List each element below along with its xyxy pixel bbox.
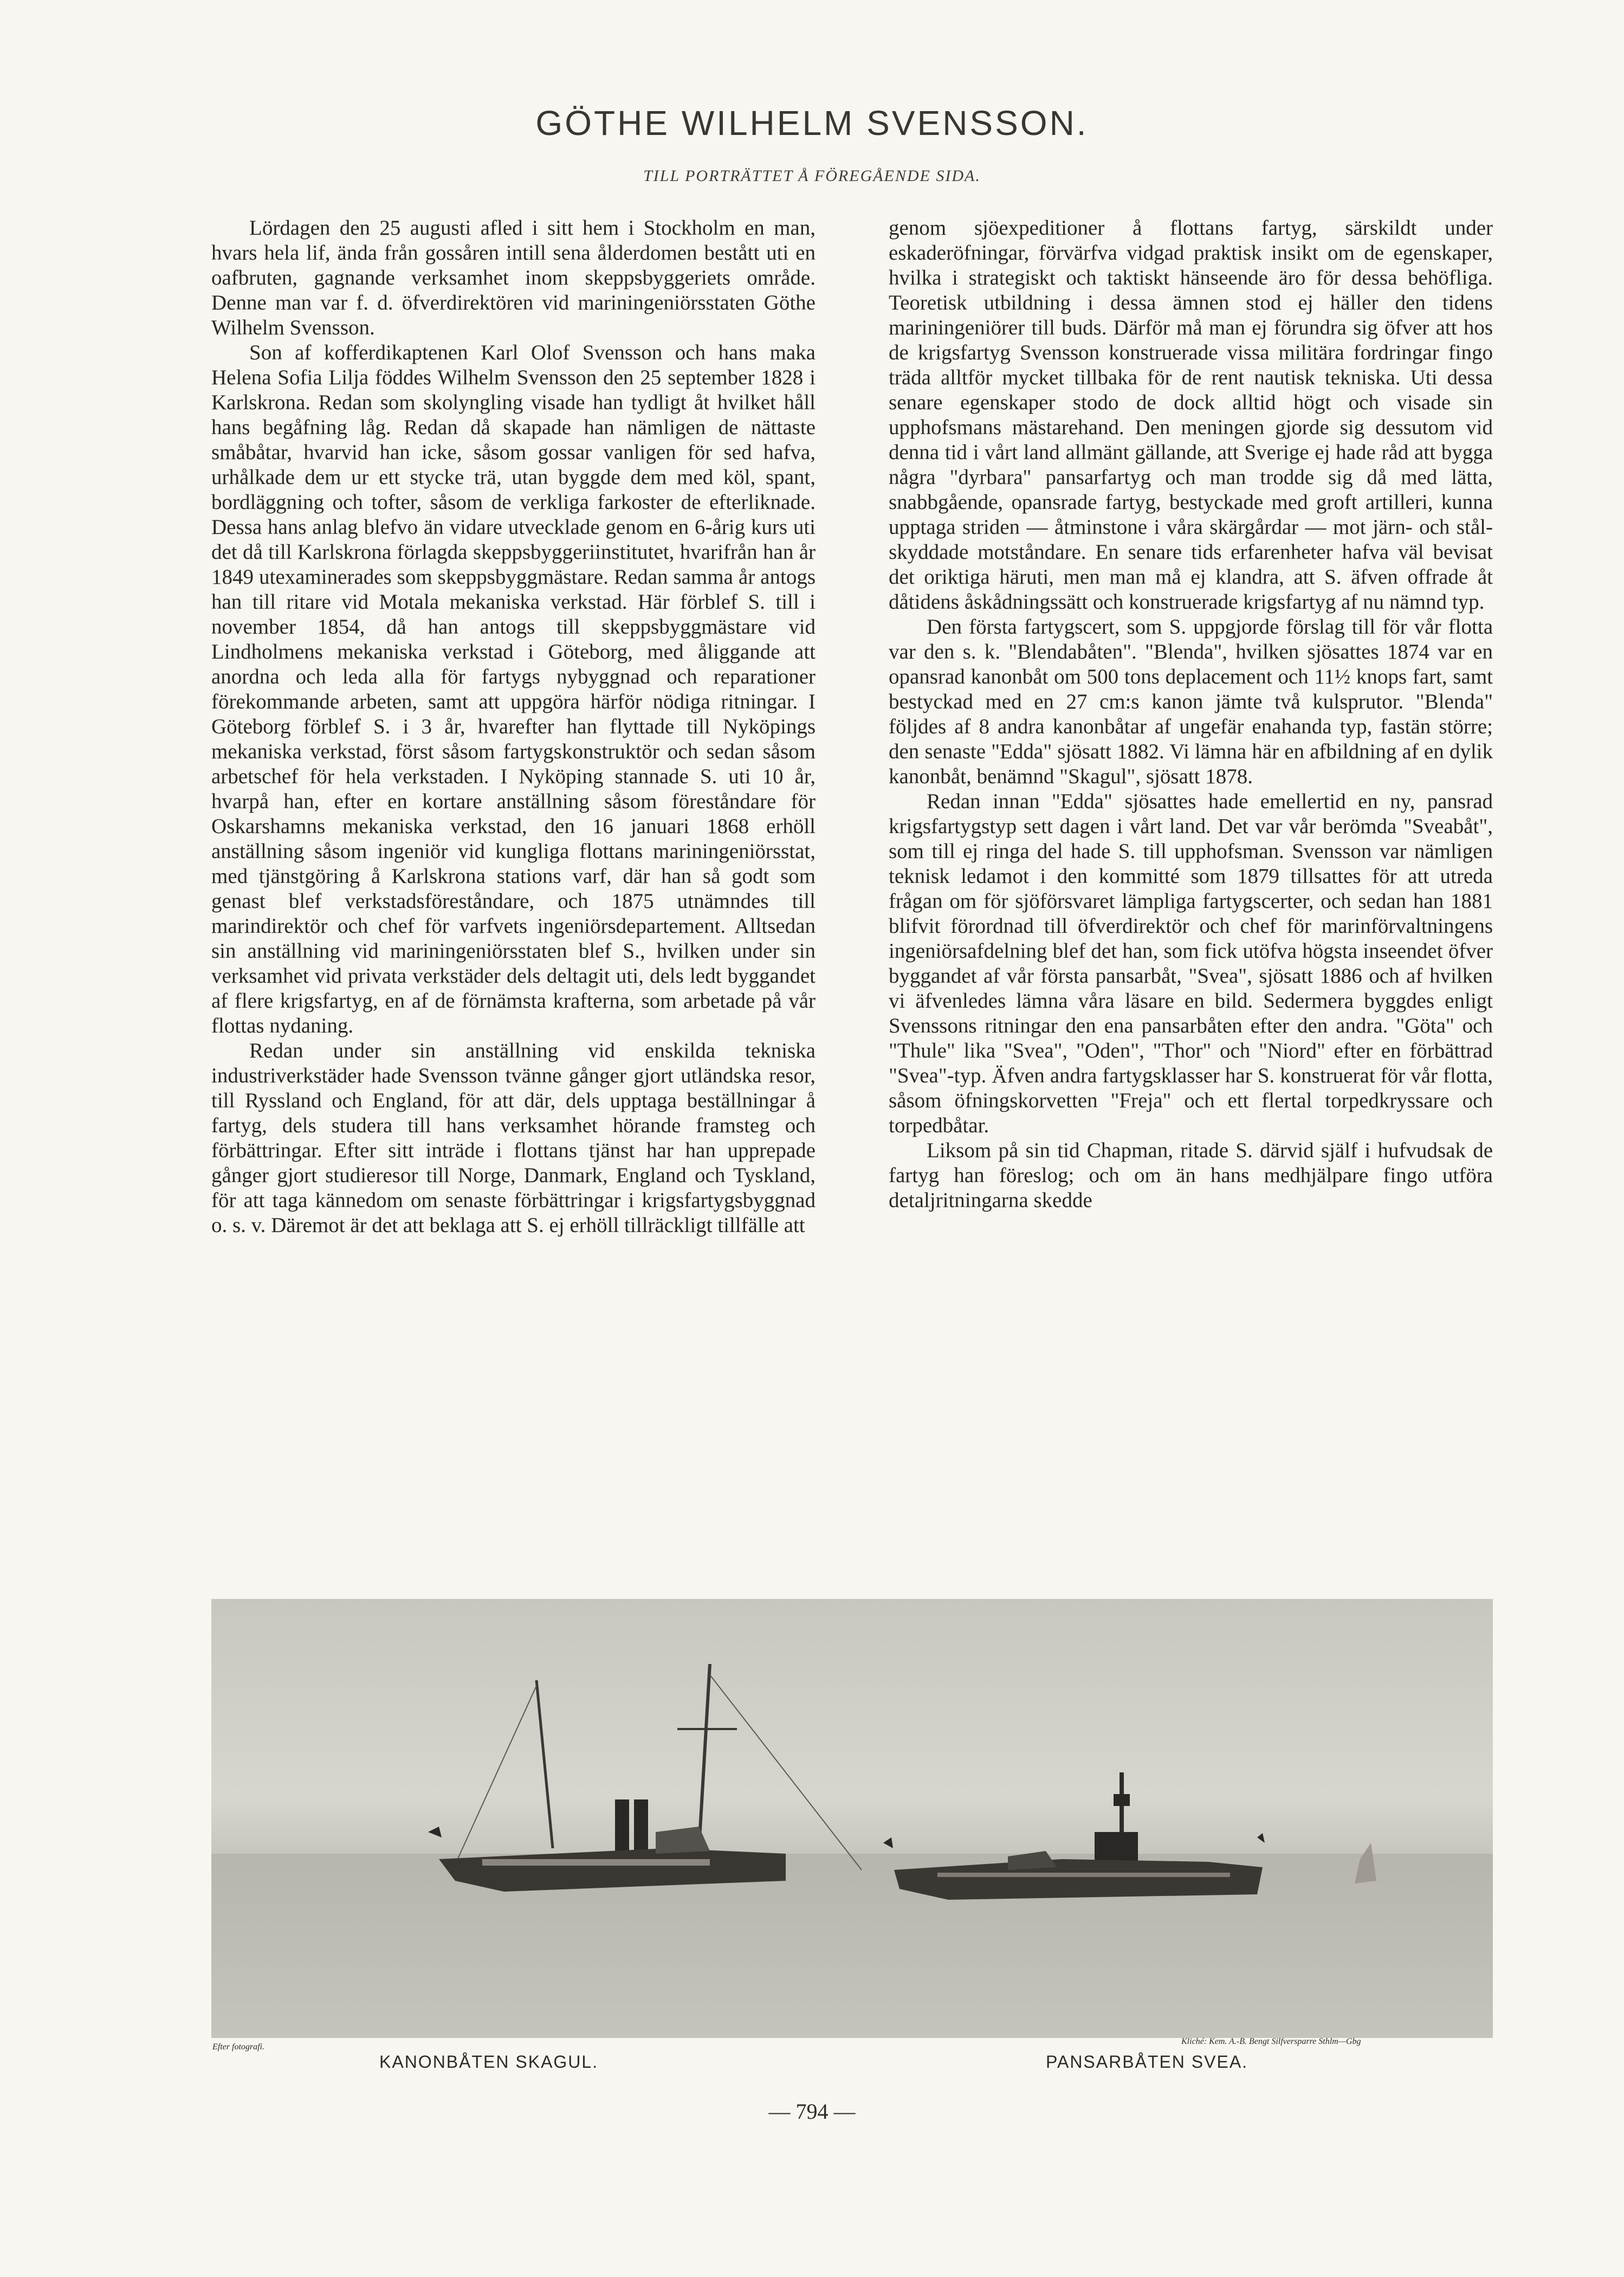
caption-svea: PANSARBÅTEN SVEA.: [1046, 2052, 1248, 2072]
right-paragraph: Den första fartygscert, som S. uppgjorde förslag till för vår flotta var den s. k. "Blendabåten". "Blenda", hvilken sjösattes 1874 var en opansrad kanonbåt om 500 tons deplacement och 11½ knops fart, samt bestyckad med en 27 cm:s kanon jämte två kulsprutor. "Blenda" följdes af 8 andra kanonbåtar af ungefär enahanda typ, fastän större; den senaste "Edda" sjösatt 1882. Vi lämna här en afbildning af en dylik kanonbåt, benämnd "Skagul", sjösatt 1878.: [889, 615, 1493, 788]
left-paragraph: Lördagen den 25 augusti afled i sitt hem i Stockholm en man, hvars hela lif, ända från gossåren intill sena ålderdomen bestått uti en oafbruten, gagnande verksamhet inom skeppsbyggeriets område. Denne man var f. d. öfverdirektören vid mariningeniörsstaten Göthe Wilhelm Svensson.: [211, 216, 816, 339]
caption-skagul: KANONBÅTEN SKAGUL.: [379, 2052, 599, 2072]
left-paragraph: Redan under sin anställning vid enskilda tekniska industriverkstäder hade Svensson tvänne gånger gjort utländska resor, till Ryssland och England, för att där, dels upptaga beställningar å fartyg, dels studera till hans verksamhet hörande framsteg och förbättringar. Efter sitt inträde i flottans tjänst har han upprepade gånger gjort studieresor till Norge, Danmark, England och Tyskland, för att taga kännedom om senaste förbättringar i krigsfartygsbyggnad o. s. v. Däremot är det att beklaga att S. ej erhöll tillräckligt tillfälle att: [211, 1039, 816, 1237]
right-paragraph: Redan innan "Edda" sjösattes hade emellertid en ny, pansrad krigsfartygstyp sett dagen i vårt land. Det var vår berömda "Sveabåt", som till ej ringa del hade S. till upphofsman. Svensson var nämligen teknisk ledamot i den kommitté som 1879 tillsattes för att utreda frågan om för sjöförsvaret lämpliga fartygscerter, och sedan han 1881 blifvit förordnad till öfverdirektör och chef för marinförvaltningens ingeniörsafdelning blef det han, som fick utöfva högsta inseendet öfver byggandet af vår första pansarbåt, "Svea", sjösatt 1886 och af hvilken vi äfvenledes lämna våra läsare en bild. Sedermera byggdes enligt Svenssons ritningar den ena pansarbåten efter den andra. "Göta" och "Thule" lika "Svea", "Oden", "Thor" och "Niord" efter en förbättrad "Svea"-typ. Äfven andra fartygsklasser har S. konstruerat för vår flotta, såsom öfningskorvetten "Freja" och ett flertal torpedkryssare och torpedbåtar.: [889, 790, 1493, 1137]
ships-photograph: [211, 1599, 1493, 2038]
article-title: GÖTHE WILHELM SVENSSON.: [535, 104, 1089, 143]
right-paragraph: genom sjöexpeditioner å flottans fartyg, särskildt under eskaderöfningar, förvärfva vidgad praktisk insikt om de egenskaper, hvilka i strategiskt och taktiskt hänseende äro för dessa behöfliga. Teoretisk utbildning i dessa ämnen stod ej häller den tidens mariningeniörer till buds. Därför må man ej förundra sig öfver att hos de krigsfartyg Svensson konstruerade vissa militära fordringar fingo träda alltför mycket tillbaka för de rent nautisk tekniska. Uti dessa senare egenskaper stodo de dock alltid högt och visade sin upphofsmans mästarehand. Den meningen gjorde sig dessutom vid denna tid i vårt land allmänt gällande, att Sverige ej hade råd att bygga några "dyrbara" pansarfartyg och man trodde sig då med lätta, snabbgående, opansrade fartyg, bestyckade med groft artilleri, kunna upptaga striden — åtminstone i våra skärgårdar — mot järn- och stål-skyddade motståndare. En senare tids erfarenheter hafva väl bevisat det oriktiga häruti, men man må ej klandra, att S. äfven offrade åt dåtidens åskådningssätt och konstruerade krigsfartyg af nu nämnd typ.: [889, 216, 1493, 614]
left-column: [211, 216, 816, 1238]
right-paragraph: Liksom på sin tid Chapman, ritade S. därvid själf i hufvudsak de fartyg han föreslog; och om än hans medhjälpare fingo utföra detaljritningarna skedde: [889, 1139, 1493, 1212]
left-paragraph: Son af kofferdikaptenen Karl Olof Svensson och hans maka Helena Sofia Lilja föddes Wilhelm Svensson den 25 september 1828 i Karlskrona. Redan som skolyngling visade han tydligt åt hvilket håll hans begåfning låg. Redan då skapade han nämligen de nättaste småbåtar, hvarvid han icke, såsom gossar vanligen för sed hafva, urhålkade dem ur ett stycke trä, utan byggde dem med köl, spant, bordläggning och tofter, såsom de verkliga farkoster de efterliknade. Dessa hans anlag blefvo än vidare utvecklade genom en 6-årig kurs uti det då till Karlskrona förlagda skeppsbyggeriinstitutet, hvarifrån han år 1849 utexaminerades som skeppsbyggmästare. Redan samma år antogs han till ritare vid Motala mekaniska verkstad. Här förblef S. till i november 1854, då han antogs till skeppsbyggmästare vid Lindholmens mekaniska verkstad i Göteborg, med åliggande att anordna och leda alla för fartygs nybyggnad och reparationer förekommande arbeten, samt att uppgöra härför nödiga ritningar. I Göteborg förblef S. i 3 år, hvarefter han flyttade till Nyköpings mekaniska verkstad, först såsom fartygskonstruktör och sedan såsom arbetschef för hela verkstaden. I Nyköping stannade S. uti 10 år, hvarpå han, efter en kortare anställning såsom föreståndare för Oskarshamns mekaniska verkstad, den 16 januari 1868 erhöll anställning såsom ingeniör vid kungliga flottans mariningeniörsstat, med tjänstgöring å Karlskrona stations varf, där han så godt som genast blef verkstadsföreståndare, och 1875 utnämndes till marindirektör och chef för varfvets ingeniörsdepartement. Alltsedan sin anställning vid mariningeniörsstaten blef S., hvilken under sin verksamhet vid privata verkstäder dels deltagit uti, dels ledt byggandet af flere krigsfartyg, en af de förnämsta krafterna, som arbetade på vår flottas nydaning.: [211, 341, 816, 1037]
right-column: [889, 216, 1493, 1213]
page-number: — 794 —: [768, 2099, 856, 2124]
photo-credit: Efter fotografi.: [212, 2042, 264, 2052]
gunboat-skagul-image: [374, 1664, 916, 1902]
article-subtitle: TILL PORTRÄTTET Å FÖREGÅENDE SIDA.: [643, 167, 981, 185]
armoured-ship-svea-image: [883, 1762, 1425, 1913]
cliche-credit: Kliché: Kem. A.-B. Bengt Silfversparre Sthlm—Gbg: [1181, 2037, 1361, 2046]
